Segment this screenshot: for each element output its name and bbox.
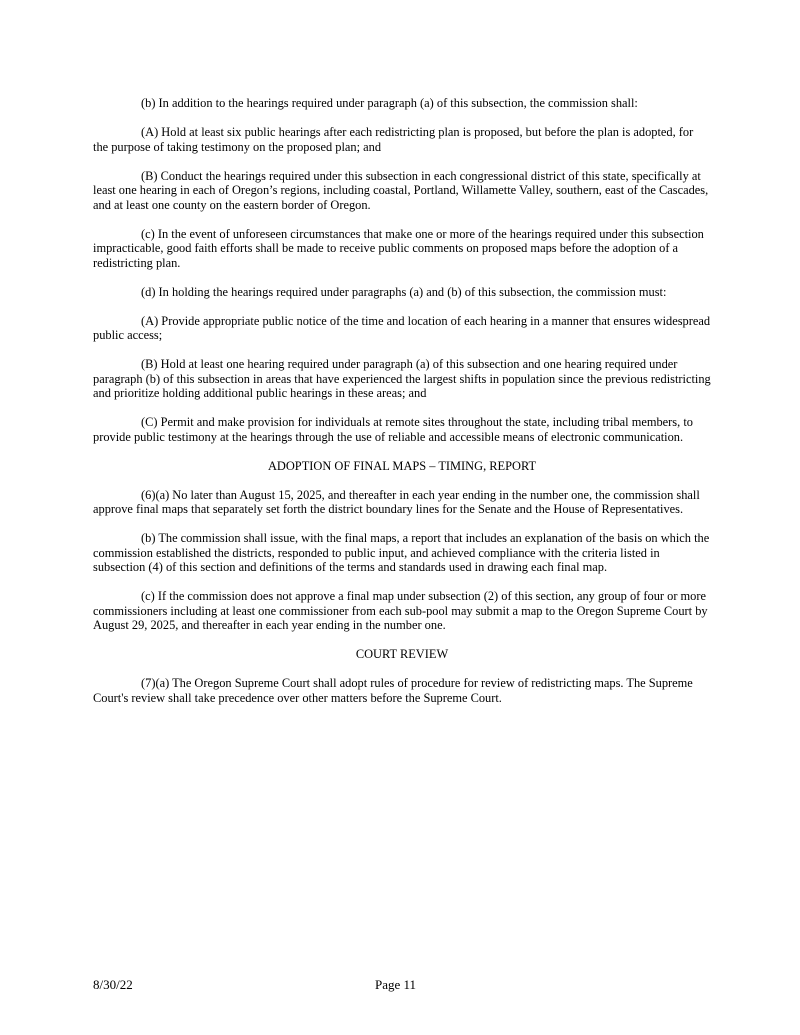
paragraph-C-remote-sites: (C) Permit and make provision for individuals at remote sites throughout the state, including tribal members, to provide public testimony at the hearings through the use of reliable and accessible means of electronic communication. [93,415,693,444]
document-body [93,96,711,720]
section-heading-court-review: COURT REVIEW [355,647,449,661]
page-number: Page 11 [375,977,417,992]
paragraph-b-additional-hearings: (b) In addition to the hearings required under paragraph (a) of this subsection, the commission shall: [141,96,638,110]
paragraph-c-unforeseen-circumstances: (c) In the event of unforeseen circumstances that make one or more of the hearings required under this subsection impracticable, good faith efforts shall be made to receive public comments on proposed maps before the adoption of a redistricting plan. [93,226,704,270]
paragraph-c-commissioners-submit: (c) If the commission does not approve a final map under subsection (2) of this section, any group of four or more commissioners including at least one commissioner from each sub-pool may submit a map to the Oregon Supreme Court by August 29, 2025, and thereafter in each year ending in the number one. [93,589,708,632]
page-footer [93,977,711,995]
paragraph-b-report: (b) The commission shall issue, with the final maps, a report that includes an explanation of the basis on which the commission established the districts, responded to public input, and achieved compliance with the criteria listed in subsection (4) of this section and definitions of the terms and standards used in drawing each final map. [93,531,710,574]
paragraph-B-conduct-hearings: (B) Conduct the hearings required under this subsection in each congressional district of this state, specifically at least one hearing in each of Oregon’s regions, including coastal, Portland, Willamette Valley, southern, east of the Cascades, and at least one county on the eastern border of Oregon. [93,168,709,212]
paragraph-B-largest-shifts: (B) Hold at least one hearing required under paragraph (a) of this subsection and one hearing required under paragraph (b) of this subsection in areas that have experienced the largest shifts in population since the previous redistricting and prioritize holding additional public hearings in these areas; and [93,357,711,400]
paragraph-7a-supreme-court: (7)(a) The Oregon Supreme Court shall adopt rules of procedure for review of redistricting maps. The Supreme Court's review shall take precedence over other matters before the Supreme Court. [93,676,693,705]
paragraph-A-six-hearings: (A) Hold at least six public hearings after each redistricting plan is proposed, but before the plan is adopted, for the purpose of taking testimony on the proposed plan; and [93,125,694,154]
paragraph-A-public-notice: (A) Provide appropriate public notice of the time and location of each hearing in a manner that ensures widespread public access; [93,313,711,342]
paragraph-d-holding-hearings: (d) In holding the hearings required under paragraphs (a) and (b) of this subsection, the commission must: [141,284,667,299]
footer-date: 8/30/22 [93,977,133,992]
section-heading-adoption: ADOPTION OF FINAL MAPS – TIMING, REPORT [267,458,537,473]
paragraph-6a-final-maps: (6)(a) No later than August 15, 2025, and thereafter in each year ending in the number one, the commission shall approve final maps that separately set forth the district boundary lines for the Senate and the House of Representatives. [93,487,700,516]
